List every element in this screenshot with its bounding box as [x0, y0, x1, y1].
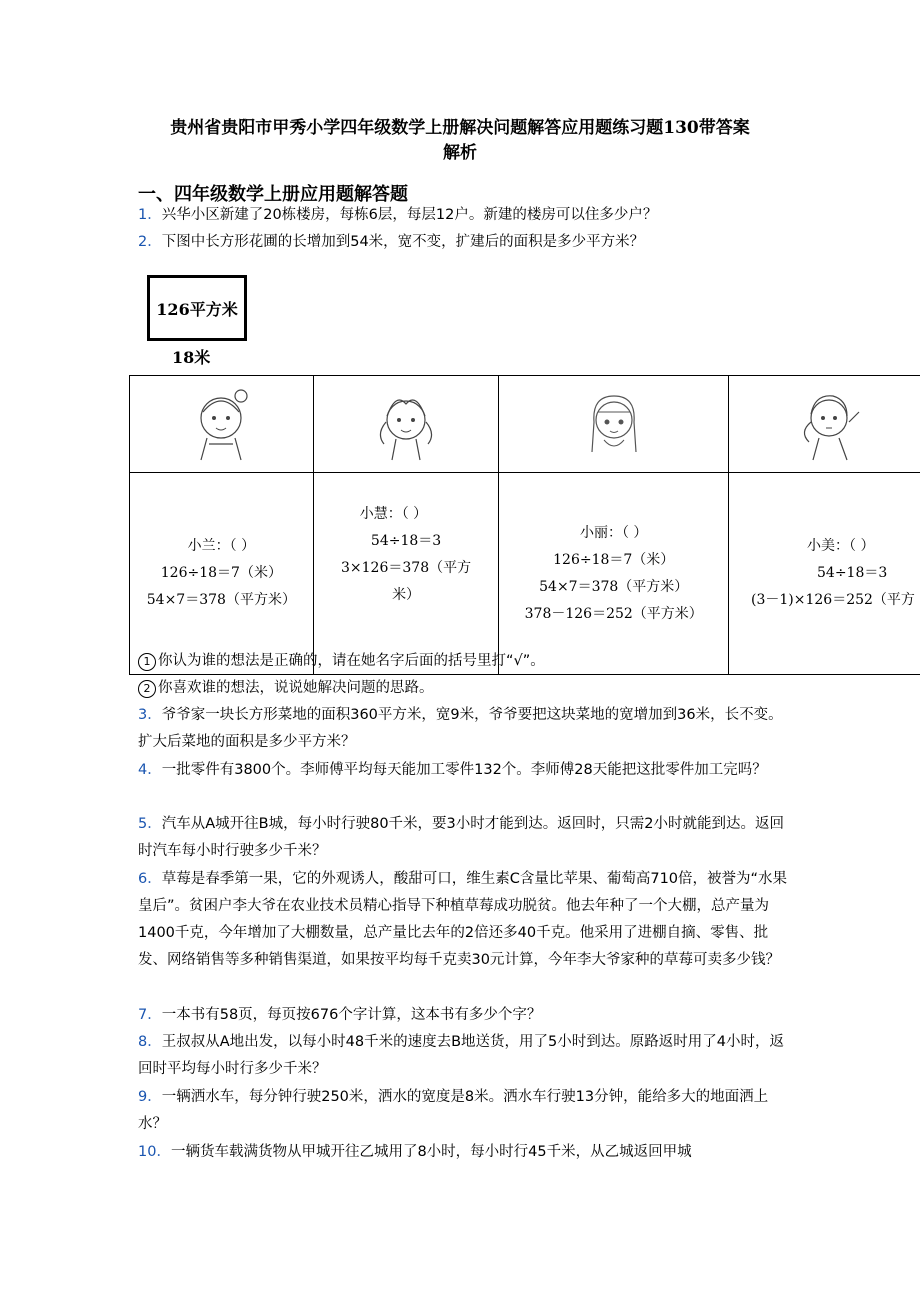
sub-question-text: 你认为谁的想法是正确的，请在她名字后面的括号里打“√”。: [158, 653, 545, 669]
question-number: 3．: [138, 707, 162, 723]
question-7: [138, 1002, 788, 1029]
question-number: 7．: [138, 1007, 162, 1023]
solution-line: 54×7＝378（平方米）: [539, 578, 689, 595]
question-1: [138, 202, 788, 229]
question-9: [138, 1084, 788, 1138]
student-name: 小美：（ ）: [807, 538, 875, 554]
girl-2-illustration: [366, 382, 446, 466]
girl-4-illustration: [789, 382, 869, 466]
girl-3-illustration: [574, 382, 654, 466]
question-number: 4．: [138, 762, 162, 778]
student-solution-xiaomei: [729, 473, 920, 675]
solution-line: 378－126＝252（平方米）: [524, 605, 703, 622]
question-3: [138, 702, 788, 756]
question-text: 一本书有58页，每页按676个字计算，这本书有多少个字？: [161, 1007, 542, 1023]
question-number: 8．: [138, 1034, 162, 1050]
student-picture-cell: [313, 376, 499, 473]
question-2: [138, 229, 788, 256]
doc-title-line1: 贵州省贵阳市甲秀小学四年级数学上册解决问题解答应用题练习题130带答案: [170, 118, 750, 138]
question-number: 5．: [138, 816, 162, 832]
solution-line: 126÷18＝7（米）: [553, 551, 675, 568]
student-name: 小丽：（ ）: [579, 524, 648, 541]
question-text: 一批零件有3800个。李师傅平均每天能加工零件132个。李师傅28天能把这批零件加工完吗？: [161, 762, 767, 778]
rectangle-figure: [147, 275, 247, 341]
width-label: 18米: [172, 348, 211, 367]
question-text: 汽车从A城开往B城，每小时行驶80千米，要3小时才能到达。返回时，只需2小时就能到达。返回时汽车每小时行驶多少千米？: [138, 816, 784, 859]
question-6: [138, 866, 788, 974]
solution-line: (3－1)×126＝252（平方: [751, 592, 915, 608]
student-picture-cell: [130, 376, 314, 473]
student-solution-xiaoli: [499, 473, 729, 675]
sub-question-1: [138, 648, 788, 675]
girl-1-illustration: [181, 382, 261, 466]
circled-number-1: 1: [138, 653, 156, 671]
question-text: 王叔叔从A地出发，以每小时48千米的速度去B地送货，用了5小时到达。原路返时用了4小时，返回时平均每小时行多少千米？: [138, 1034, 784, 1077]
question-text: 下图中长方形花圃的长增加到54米，宽不变，扩建后的面积是多少平方米？: [161, 234, 645, 250]
solution-line: 54÷18＝3: [817, 565, 888, 581]
student-picture-cell: [729, 376, 920, 473]
section-heading: 一、四年级数学上册应用题解答题: [138, 184, 408, 205]
area-label: 126平方米: [156, 299, 238, 319]
question-10: [138, 1139, 788, 1166]
question-number: 9．: [138, 1089, 162, 1105]
question-5: [138, 811, 788, 865]
student-answers-table: [129, 375, 920, 675]
sub-question-2: [138, 675, 788, 702]
solution-line: 3×126＝378（平方: [341, 560, 472, 576]
question-4: [138, 757, 788, 784]
student-picture-cell: [499, 376, 729, 473]
student-name: 小兰：（ ）: [187, 538, 256, 554]
student-name: 小慧：（ ）: [359, 506, 428, 522]
solution-line: 米）: [392, 587, 421, 603]
question-text: 一辆洒水车，每分钟行驶250米，洒水的宽度是8米。洒水车行驶13分钟，能给多大的地面洒上水？: [138, 1089, 769, 1132]
question-number: 10．: [138, 1144, 171, 1160]
question-number: 1．: [138, 207, 162, 223]
question-number: 2．: [138, 234, 162, 250]
student-solution-xiaohui: [313, 473, 499, 675]
question-text: 兴华小区新建了20栋楼房，每栋6层，每层12户。新建的楼房可以住多少户？: [161, 207, 658, 223]
question-text: 一辆货车载满货物从甲城开往乙城用了8小时，每小时行45千米，从乙城返回甲城: [170, 1144, 692, 1160]
sub-question-text: 你喜欢谁的想法，说说她解决问题的思路。: [158, 680, 434, 696]
student-solution-xiaolan: [130, 473, 314, 675]
question-8: [138, 1029, 788, 1083]
question-text: 爷爷家一块长方形菜地的面积360平方米，宽9米，爷爷要把这块菜地的宽增加到36米，长不变。扩大后菜地的面积是多少平方米？: [138, 707, 783, 750]
question-number: 6．: [138, 871, 162, 887]
circled-number-2: 2: [138, 680, 156, 698]
question-text: 草莓是春季第一果，它的外观诱人，酸甜可口，维生素C含量比苹果、葡萄高710倍，被誉为“水果皇后”。贫困户李大爷在农业技术员精心指导下种植草莓成功脱贫。他去年种了一个大棚，总产量为1400千克，今年增加了大棚数量，总产量比去年的2倍还多40千克。他采用了进棚自摘、零售、批发、网络销售等多种销售渠道，如果按平均每千克卖30元计算，今年李大爷家种的草莓可卖多少钱？: [138, 871, 788, 968]
solution-line: 54÷18＝3: [370, 533, 442, 549]
solution-line: 126÷18＝7（米）: [160, 565, 282, 581]
solution-line: 54×7＝378（平方米）: [146, 592, 296, 608]
doc-title-line2: 解析: [443, 143, 477, 163]
